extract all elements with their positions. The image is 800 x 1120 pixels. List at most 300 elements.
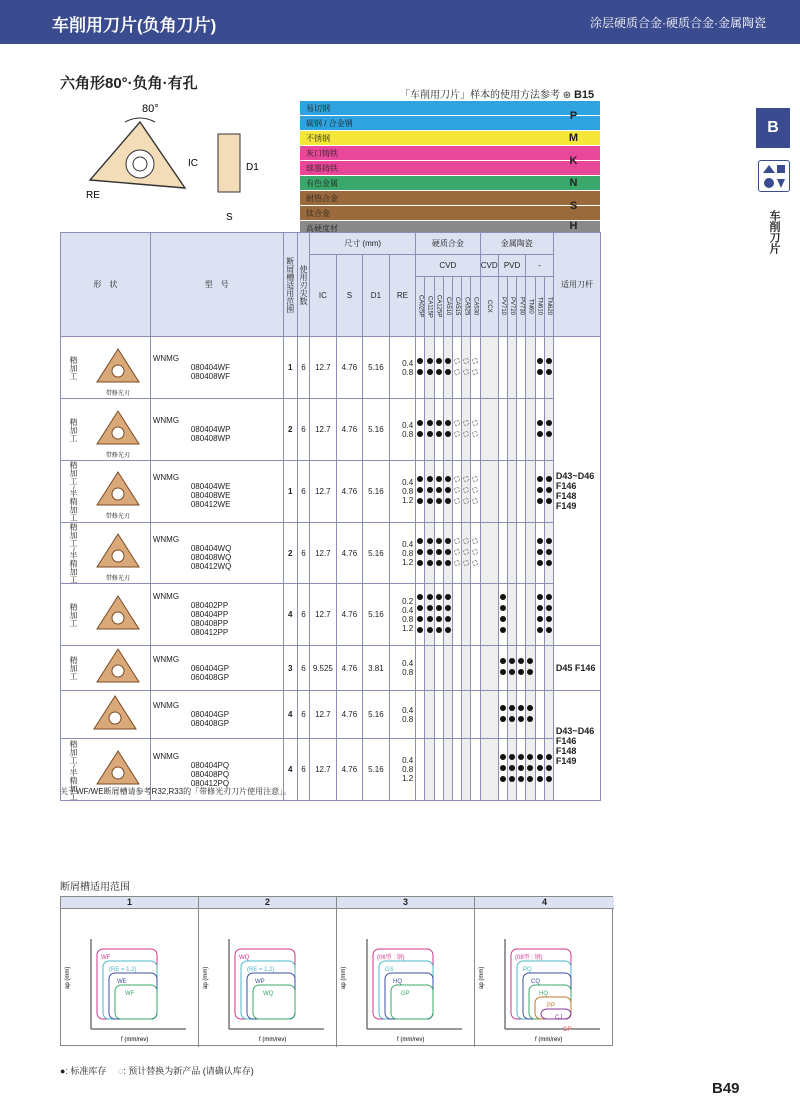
chart-number: 4: [475, 897, 614, 909]
grade-cell: [462, 461, 471, 523]
grade-label: CCX: [486, 300, 493, 313]
replace-dot: [454, 549, 460, 555]
stock-dot: [417, 420, 423, 426]
replace-dot: [472, 538, 478, 544]
grade-label: PV730: [518, 297, 525, 316]
stock-dot: [546, 605, 552, 611]
grade-cell: [416, 691, 425, 739]
stock-dot: [518, 669, 524, 675]
grade-cell: [517, 584, 526, 646]
stock-dot: [427, 476, 433, 482]
model-code: 080404PQ: [190, 760, 230, 770]
model-code: 080404GP: [190, 710, 230, 720]
grade-cell: [480, 584, 498, 646]
chart-series-label: CQ: [531, 979, 540, 985]
cell-edges: 6: [297, 646, 309, 691]
grade-cell: [526, 461, 535, 523]
chart-series-label: (RE = 1.2): [247, 967, 275, 973]
grade-cell: [544, 739, 553, 801]
chart-series-label: WQ: [263, 991, 274, 997]
cell-edges: 6: [297, 399, 309, 461]
y-axis-label: ap (mm): [65, 966, 71, 989]
stock-dot: [518, 658, 524, 664]
grade-cell: [425, 584, 434, 646]
stock-dot: [445, 358, 451, 364]
re-value: 1.2: [402, 557, 414, 567]
stock-dot: [445, 627, 451, 633]
y-axis-label: ap (mm): [203, 966, 209, 989]
footnote: 关于WF/WE断屑槽请参考R32,R33的「带修光刃刀片使用注意」。: [60, 787, 292, 796]
table-row: [61, 461, 601, 523]
table-row: [61, 522, 601, 584]
stock-dot: [537, 538, 543, 544]
stock-dot: [509, 776, 515, 782]
cell-cb: 4: [283, 691, 297, 739]
grade-cell: [535, 646, 544, 691]
stock-dot: [537, 476, 543, 482]
re-value: 0.4: [402, 705, 414, 715]
grade-cell: [480, 522, 498, 584]
cell-d1: 5.16: [363, 337, 390, 399]
stock-dot: [436, 476, 442, 482]
stock-dot: [546, 560, 552, 566]
grade-cell: [535, 522, 544, 584]
chapter-tab[interactable]: B: [756, 108, 790, 148]
grade-label: CA515: [454, 297, 461, 316]
chart-panel: [337, 897, 475, 1047]
stock-dot: [436, 594, 442, 600]
grade-cell: [517, 739, 526, 801]
stock-dot: [417, 627, 423, 633]
cell-edges: 6: [297, 584, 309, 646]
insert-table: [60, 232, 601, 801]
grade-label: CA125P: [435, 295, 442, 318]
grade-cell: [416, 461, 425, 523]
insert-image: [90, 693, 140, 737]
application-label: 精加工~半精加工: [68, 461, 78, 522]
replace-dot: [472, 549, 478, 555]
model-code: 080404WP: [190, 425, 231, 434]
stock-dot: [537, 754, 543, 760]
grade-cell: [507, 522, 516, 584]
material-group: H: [569, 220, 578, 232]
grade-cell: [452, 337, 461, 399]
stock-dot: [417, 487, 423, 493]
model-code: 080408PQ: [190, 769, 230, 779]
stock-dot: [546, 487, 552, 493]
grade-cell: [544, 522, 553, 584]
grade-cell: [480, 739, 498, 801]
stock-dot: [537, 616, 543, 622]
material-group: P: [569, 110, 578, 122]
model-prefix: WNMG: [152, 751, 180, 761]
grade-label: CA530: [472, 297, 479, 316]
stock-dot: [417, 369, 423, 375]
stock-dot: [500, 776, 506, 782]
grade-cell: [452, 646, 461, 691]
reference-text: 「车削用刀片」样本的使用方法参考: [400, 90, 560, 101]
re-value: 0.4: [402, 420, 414, 430]
stock-dot: [500, 705, 506, 711]
grade-cell: [526, 522, 535, 584]
grade-cell: [535, 739, 544, 801]
grade-cell: [416, 522, 425, 584]
stock-dot: [546, 594, 552, 600]
grade-cell: [462, 646, 471, 691]
cell-cb: 4: [283, 584, 297, 646]
stock-dot: [417, 358, 423, 364]
replace-dot: [463, 487, 469, 493]
stock-dot: [546, 498, 552, 504]
grade-cell: [434, 691, 443, 739]
cell-s: 4.76: [336, 522, 363, 584]
grade-cell: [434, 461, 443, 523]
grade-cell: [471, 646, 480, 691]
col-tool: 适用刀杆: [553, 233, 600, 337]
stock-dot: [537, 627, 543, 633]
grade-cell: [443, 399, 452, 461]
grade-cell: [471, 584, 480, 646]
grade-cell: [480, 337, 498, 399]
stock-dot: [436, 549, 442, 555]
stock-dot: [436, 431, 442, 437]
replace-dot: [472, 560, 478, 566]
chart-plot: [475, 909, 614, 1045]
replace-dot: [463, 538, 469, 544]
stock-dot: [436, 616, 442, 622]
grade-cell: [535, 399, 544, 461]
stock-dot: [436, 560, 442, 566]
chart-panel: [61, 897, 199, 1047]
grade-label: TN60: [527, 299, 534, 314]
cell-s: 4.76: [336, 584, 363, 646]
stock-dot: [417, 549, 423, 555]
cell-d1: 5.16: [363, 584, 390, 646]
y-axis-label: ap (mm): [341, 966, 347, 989]
grade-cell: [544, 584, 553, 646]
stock-dot: [537, 369, 543, 375]
grade-cell: [452, 461, 461, 523]
chart-series-label: GP: [563, 1027, 572, 1033]
grade-cell: [498, 522, 507, 584]
x-axis-label: f (mm/rev): [121, 1037, 149, 1043]
col-cb: 断屑槽适用范围: [285, 256, 295, 313]
re-value: 1.2: [402, 623, 414, 633]
grade-cell: [425, 399, 434, 461]
stock-dot: [417, 594, 423, 600]
grade-cell: [507, 399, 516, 461]
stock-dot: [527, 765, 533, 771]
material-label: 耐热合金: [306, 194, 338, 203]
re-value: 1.2: [402, 495, 414, 505]
stock-dot: [445, 431, 451, 437]
cell-d1: 3.81: [363, 646, 390, 691]
cell-d1: 5.16: [363, 461, 390, 523]
stock-dot: [427, 549, 433, 555]
re-value: 0.8: [402, 614, 414, 624]
stock-dot: [417, 616, 423, 622]
grade-cell: [416, 337, 425, 399]
material-label: 灰口铸铁: [306, 149, 338, 158]
stock-dot: [509, 669, 515, 675]
cell-ic: 9.525: [310, 646, 337, 691]
stock-dot: [436, 420, 442, 426]
model-prefix: WNMG: [152, 654, 180, 664]
stock-dot: [546, 476, 552, 482]
replace-dot: [463, 358, 469, 364]
stock-dot: [427, 358, 433, 364]
grade-cell: [517, 337, 526, 399]
grade-cell: [535, 337, 544, 399]
stock-dot: [518, 765, 524, 771]
stock-dot: [445, 616, 451, 622]
stock-dot: [527, 658, 533, 664]
table-row: [61, 646, 601, 691]
grade-label: CA115P: [426, 295, 433, 318]
replace-dot: [463, 476, 469, 482]
grade-cell: [498, 646, 507, 691]
stock-dot: [500, 605, 506, 611]
x-axis-label: f (mm/rev): [397, 1037, 425, 1043]
model-code: 080402PP: [190, 601, 229, 611]
grade-cell: [526, 739, 535, 801]
grade-cell: [535, 691, 544, 739]
stock-dot: [417, 498, 423, 504]
re-value: 0.4: [402, 358, 414, 368]
model-prefix: WNMG: [152, 701, 180, 711]
stock-dot: [509, 754, 515, 760]
material-group: K: [569, 155, 578, 167]
replace-dot: [472, 431, 478, 437]
grade-cell: [517, 461, 526, 523]
ic-label: IC: [188, 158, 198, 169]
cell-d1: 5.16: [363, 739, 390, 801]
replace-dot: [472, 369, 478, 375]
stock-dot: [445, 560, 451, 566]
grade-cell: [443, 646, 452, 691]
re-value: 0.8: [402, 486, 414, 496]
insert-note: 带修光刃: [105, 452, 130, 459]
stock-dot: [445, 549, 451, 555]
material-label: 高硬度材: [306, 224, 338, 233]
stock-dot: [509, 705, 515, 711]
chart-series-label: PP: [547, 1003, 556, 1009]
stock-dot: [546, 420, 552, 426]
insert-image: [93, 531, 143, 582]
grade-cell: [462, 337, 471, 399]
grade-cell: [471, 739, 480, 801]
stock-dot: [546, 627, 552, 633]
grade-cell: [517, 691, 526, 739]
chart-series-label: WF: [125, 991, 135, 997]
stock-dot: [518, 776, 524, 782]
grade-cell: [462, 522, 471, 584]
cell-ic: 12.7: [310, 584, 337, 646]
model-code: 060408GP: [190, 672, 230, 682]
stock-dot: [546, 616, 552, 622]
chart-series-label: HQ: [393, 979, 402, 985]
stock-dot: [509, 716, 515, 722]
model-prefix: WNMG: [152, 592, 180, 602]
col-re: RE: [389, 255, 416, 337]
legend-replace: ◌: 预计替换为新产品 (请确认库存): [117, 1066, 254, 1076]
col-model: 型 号: [150, 233, 283, 337]
re-value: 0.8: [402, 367, 414, 377]
grade-cell: [507, 646, 516, 691]
grade-cell: [434, 522, 443, 584]
grade-cell: [526, 584, 535, 646]
table-row: [61, 337, 601, 399]
cell-cb: 1: [283, 337, 297, 399]
model-code: 080404WF: [190, 363, 230, 372]
material-group: S: [569, 200, 578, 212]
cell-s: 4.76: [336, 399, 363, 461]
grade-cell: [462, 399, 471, 461]
re-value: 0.4: [402, 539, 414, 549]
cell-edges: 6: [297, 522, 309, 584]
grade-cell: [517, 399, 526, 461]
legend-standard: ●: 标准库存: [60, 1066, 107, 1076]
stock-dot: [427, 538, 433, 544]
stock-dot: [445, 487, 451, 493]
angle-label: 80°: [142, 103, 159, 115]
grade-cell: [416, 399, 425, 461]
col-cermet: 金属陶瓷: [480, 233, 553, 255]
stock-dot: [427, 420, 433, 426]
grade-cell: [535, 461, 544, 523]
chart-panel: [199, 897, 337, 1047]
material-label: 钛合金: [306, 209, 330, 218]
application-label: 精加工~半精加工: [68, 739, 78, 801]
cell-s: 4.76: [336, 646, 363, 691]
re-value: 0.4: [402, 605, 414, 615]
d1-label: D1: [246, 162, 259, 173]
grade-cell: [544, 399, 553, 461]
model-code: 080408WF: [190, 372, 230, 381]
stock-dot: [417, 605, 423, 611]
section-subtitle: 六角形80°·负角·有孔: [60, 75, 198, 92]
chart-series-label: (08型 : 钢): [515, 955, 543, 961]
grade-cell: [471, 461, 480, 523]
chart-plot: [61, 909, 199, 1045]
grade-cell: [434, 399, 443, 461]
grade-label: PV710: [499, 297, 506, 316]
stock-dot: [436, 605, 442, 611]
grade-cell: [443, 691, 452, 739]
grade-cell: [416, 739, 425, 801]
stock-dot: [546, 754, 552, 760]
cell-cb: 2: [283, 399, 297, 461]
stock-dot: [436, 498, 442, 504]
grade-cell: [480, 399, 498, 461]
stock-dot: [537, 776, 543, 782]
grade-cell: [416, 646, 425, 691]
insert-diagram: [60, 100, 300, 230]
replace-dot: [463, 498, 469, 504]
replace-dot: [454, 431, 460, 437]
stock-dot: [436, 538, 442, 544]
insert-image: [93, 408, 143, 459]
model-code: 080404WQ: [190, 544, 232, 553]
re-value: 1.2: [402, 774, 414, 784]
model-code: 080412PQ: [190, 778, 230, 788]
stock-dot: [537, 765, 543, 771]
col-s: S: [336, 255, 363, 337]
stock-dot: [537, 420, 543, 426]
replace-dot: [454, 420, 460, 426]
chart-series-label: CJ: [555, 1015, 563, 1021]
stock-dot: [427, 431, 433, 437]
grade-label: TN610: [536, 297, 543, 316]
replace-dot: [454, 476, 460, 482]
insert-image: [93, 593, 143, 637]
grade-cell: [443, 337, 452, 399]
stock-dot: [527, 716, 533, 722]
page-header: [0, 0, 800, 44]
stock-dot: [537, 431, 543, 437]
grade-cell: [507, 739, 516, 801]
cell-edges: 6: [297, 691, 309, 739]
grade-cell: [480, 691, 498, 739]
stock-dot: [537, 498, 543, 504]
stock-dot: [417, 476, 423, 482]
col-pvd: PVD: [498, 255, 526, 277]
model-code: 080412PP: [190, 628, 229, 638]
tool-cell: D45 F146: [553, 646, 600, 691]
insert-image: [93, 346, 143, 397]
re-value: 0.4: [402, 756, 414, 766]
grade-cell: [544, 337, 553, 399]
model-code: 080408PP: [190, 619, 229, 629]
grade-cell: [471, 522, 480, 584]
model-prefix: WNMG: [152, 473, 180, 483]
chart-plot: [337, 909, 475, 1045]
grade-cell: [462, 691, 471, 739]
grade-cell: [480, 461, 498, 523]
grade-cell: [443, 522, 452, 584]
material-label: 球墨铸铁: [306, 164, 338, 173]
grade-cell: [498, 691, 507, 739]
cell-d1: 5.16: [363, 522, 390, 584]
grade-label: TN620: [545, 297, 552, 316]
stock-dot: [417, 538, 423, 544]
replace-dot: [454, 498, 460, 504]
replace-dot: [463, 369, 469, 375]
grade-label: CA025P: [417, 295, 424, 318]
legend: [60, 1064, 254, 1077]
reference-page: B15: [573, 89, 595, 101]
chart-number: 1: [61, 897, 198, 909]
stock-dot: [500, 627, 506, 633]
grade-cell: [434, 646, 443, 691]
stock-dot: [500, 616, 506, 622]
model-code: 080408WQ: [190, 553, 232, 562]
re-value: 0.2: [402, 596, 414, 606]
stock-dot: [427, 498, 433, 504]
grade-cell: [425, 691, 434, 739]
chart-series-label: WE: [117, 979, 127, 985]
stock-dot: [546, 538, 552, 544]
col-cvd: CVD: [416, 255, 480, 277]
model-prefix: WNMG: [152, 535, 180, 544]
material-label: 碳钢 / 合金钢: [306, 119, 353, 128]
stock-dot: [436, 627, 442, 633]
model-code: 060404GP: [190, 663, 230, 673]
chart-number: 2: [199, 897, 336, 909]
chart-series-label: WF: [101, 955, 111, 961]
application-label: 精加工: [68, 656, 78, 681]
model-code: 080408WE: [190, 491, 231, 501]
